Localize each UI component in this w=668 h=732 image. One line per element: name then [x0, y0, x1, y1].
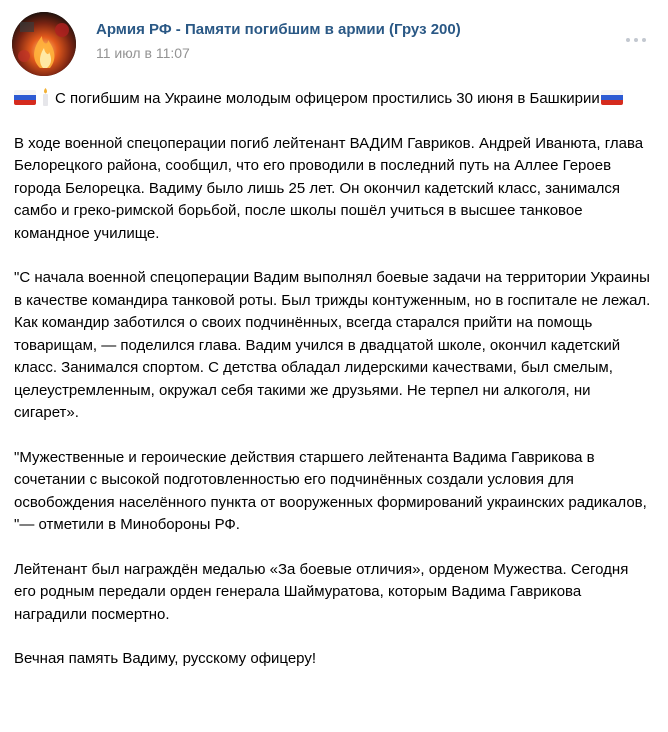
post-paragraph-1 [14, 88, 652, 111]
more-dots-icon[interactable] [624, 32, 648, 48]
post-header [0, 0, 668, 80]
post-paragraph-2: В ходе военной спецоперации погиб лейтенант ВАДИМ Гавриков. Андрей Иванюта, глава Белорецкого района, сообщил, что его проводили в последний путь на Аллее Героев города Белорецка. Вадиму было лишь 25 лет. Он окончил кадетский класс, занимался самбо и греко-римской борьбой, после школы пошёл учиться в высшее танковое командное училище. [14, 134, 644, 242]
post-paragraph-6: Вечная память Вадиму, русскому офицеру! [14, 650, 317, 667]
paragraph-1-text: С погибшим на Украине молодым офицером простились 30 июня в Башкирии [55, 90, 600, 107]
post-author-link[interactable]: Армия РФ - Памяти погибшим в армии (Груз 200) [96, 21, 461, 38]
post-date-link[interactable]: 11 июл в 11:07 [96, 45, 190, 61]
post-paragraph-5: Лейтенант был награждён медалью «За боевые отличия», орденом Мужества. Сегодня его родным передали орден генерала Шаймуратова, которым Вадима Гаврикова наградили посмертно. [14, 560, 629, 623]
russian-flag-icon [601, 90, 623, 105]
post-paragraph-3: "С начала военной спецоперации Вадим выполнял боевые задачи на территории Украины в качестве командира танковой роты. Был трижды контуженным, но в госпитале не лежал. Как командир заботился о своих подчинённых, всегда старался прийти на помощь товарищам, — поделился глава. Вадим учился в двадцатой школе, окончил кадетский класс. Занимался спортом. С детства обладал лидерскими качествами, был смелым, целеустремленным, окружал себя такими же друзьями. Не терпел ни алкоголя, ни сигарет». [14, 269, 651, 421]
post-paragraph-4: "Мужественные и героические действия старшего лейтенанта Вадима Гаврикова в сочетании с высокой подготовленностью его подчинённых создали условия для освобождения населённого пункта от вооруженных формирований украинских радикалов, "— отметили в Минобороны РФ. [14, 448, 647, 533]
eternal-flame-avatar[interactable] [12, 12, 76, 76]
russian-flag-icon [14, 90, 36, 105]
post-text [14, 88, 652, 693]
candle-icon [40, 88, 51, 106]
